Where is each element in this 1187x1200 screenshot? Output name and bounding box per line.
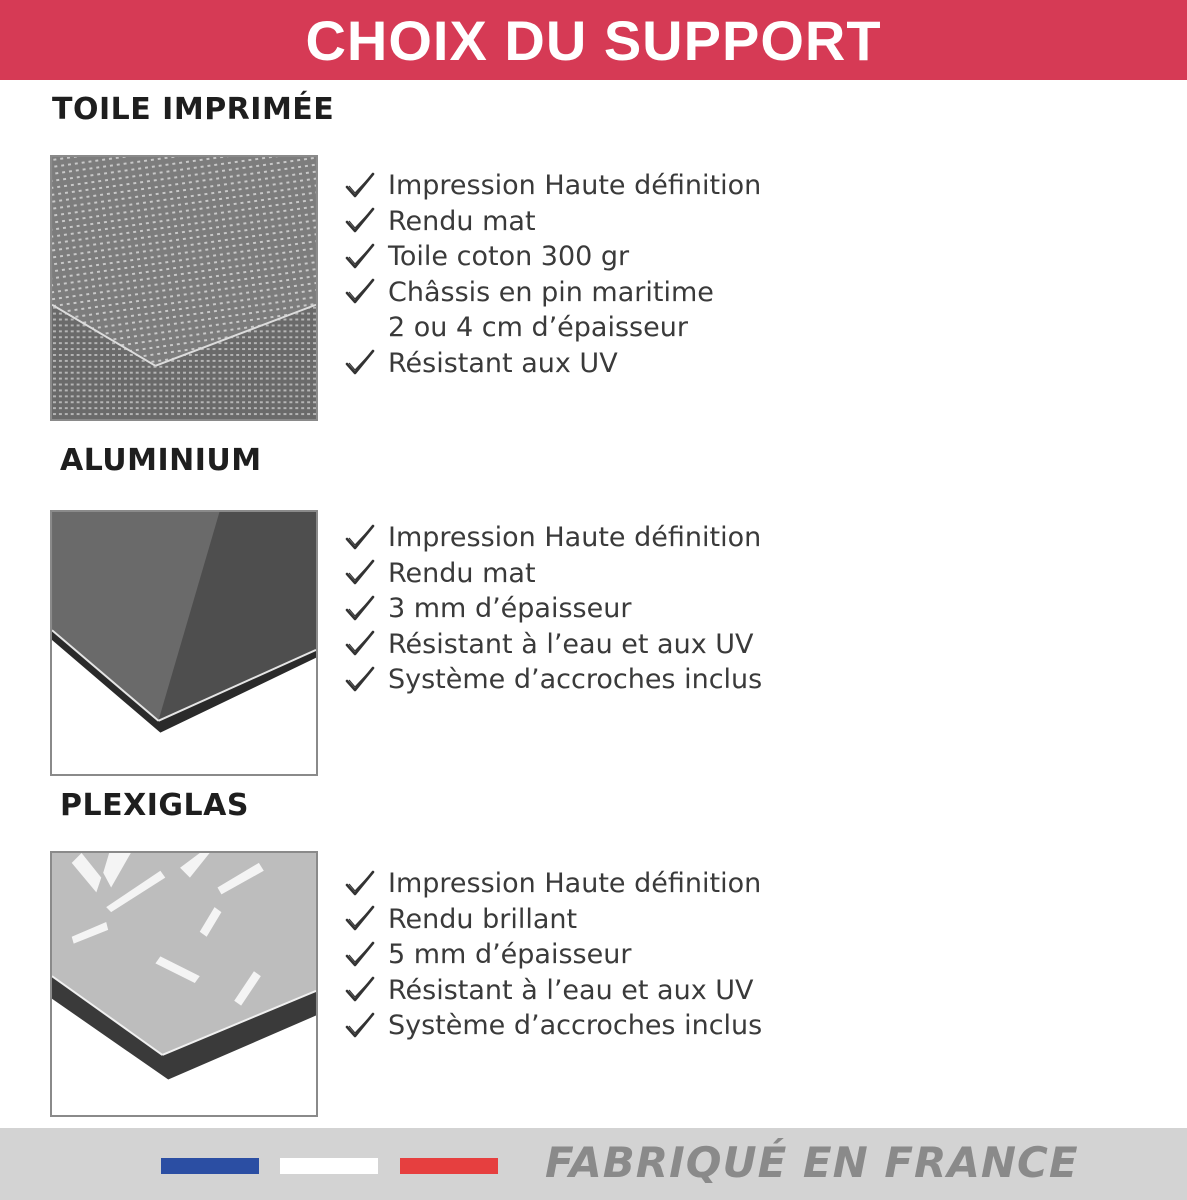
feature-item xyxy=(344,902,762,938)
feature-label: Impression Haute définition xyxy=(388,868,762,900)
feature-label: Impression Haute définition xyxy=(388,170,762,202)
feature-item xyxy=(344,275,761,311)
feature-item xyxy=(344,556,762,592)
feature-label: Toile coton 300 gr xyxy=(388,241,630,273)
banner-title: CHOIX DU SUPPORT xyxy=(305,8,882,72)
check-icon xyxy=(344,1011,376,1041)
check-icon xyxy=(344,869,376,899)
feature-label: Rendu mat xyxy=(388,205,536,237)
plexiglas-swatch-image xyxy=(50,851,318,1117)
feature-item xyxy=(344,591,762,627)
check-icon xyxy=(344,171,376,201)
feature-item xyxy=(344,627,762,663)
feature-item xyxy=(344,662,762,698)
page-banner xyxy=(0,0,1187,80)
feature-label: Châssis en pin maritime xyxy=(388,276,714,308)
feature-item xyxy=(344,204,761,240)
plexiglas-feature-list xyxy=(344,866,762,1044)
feature-label: Résistant aux UV xyxy=(388,347,618,379)
toile-swatch-image xyxy=(50,155,318,421)
section-title-toile: TOILE IMPRIMÉE xyxy=(52,92,335,127)
check-icon xyxy=(344,242,376,272)
feature-item xyxy=(344,520,762,556)
feature-item-continuation xyxy=(344,310,761,346)
check-icon xyxy=(344,558,376,588)
toile-feature-list xyxy=(344,168,761,381)
feature-label: Impression Haute définition xyxy=(388,522,762,554)
flag-stripe-red xyxy=(400,1158,498,1174)
check-icon xyxy=(344,348,376,378)
aluminium-feature-list xyxy=(344,520,762,698)
feature-item xyxy=(344,239,761,275)
feature-label: Rendu brillant xyxy=(388,903,578,935)
flag-stripe-white xyxy=(280,1158,378,1174)
feature-item xyxy=(344,937,762,973)
check-icon xyxy=(344,975,376,1005)
section-title-aluminium: ALUMINIUM xyxy=(60,443,262,478)
feature-label: 5 mm d’épaisseur xyxy=(388,939,632,971)
feature-label: Système d’accroches inclus xyxy=(388,664,763,696)
feature-label: Résistant à l’eau et aux UV xyxy=(388,628,754,660)
check-icon xyxy=(344,206,376,236)
check-icon xyxy=(344,940,376,970)
aluminium-swatch-image xyxy=(50,510,318,776)
feature-item xyxy=(344,168,761,204)
feature-label: Rendu mat xyxy=(388,557,536,589)
check-icon xyxy=(344,594,376,624)
feature-label: 3 mm d’épaisseur xyxy=(388,593,632,625)
feature-item xyxy=(344,973,762,1009)
check-icon xyxy=(344,665,376,695)
flag-stripe-blue xyxy=(161,1158,259,1174)
feature-item xyxy=(344,1008,762,1044)
feature-label: 2 ou 4 cm d’épaisseur xyxy=(388,312,688,344)
feature-label: Système d’accroches inclus xyxy=(388,1010,763,1042)
feature-label: Résistant à l’eau et aux UV xyxy=(388,974,754,1006)
check-icon xyxy=(344,523,376,553)
footer-made-in-france: FABRIQUÉ EN FRANCE xyxy=(545,1138,1079,1187)
check-icon xyxy=(344,629,376,659)
check-icon xyxy=(344,277,376,307)
section-title-plexiglas: PLEXIGLAS xyxy=(60,788,249,823)
feature-item xyxy=(344,866,762,902)
check-icon xyxy=(344,904,376,934)
feature-item xyxy=(344,346,761,382)
